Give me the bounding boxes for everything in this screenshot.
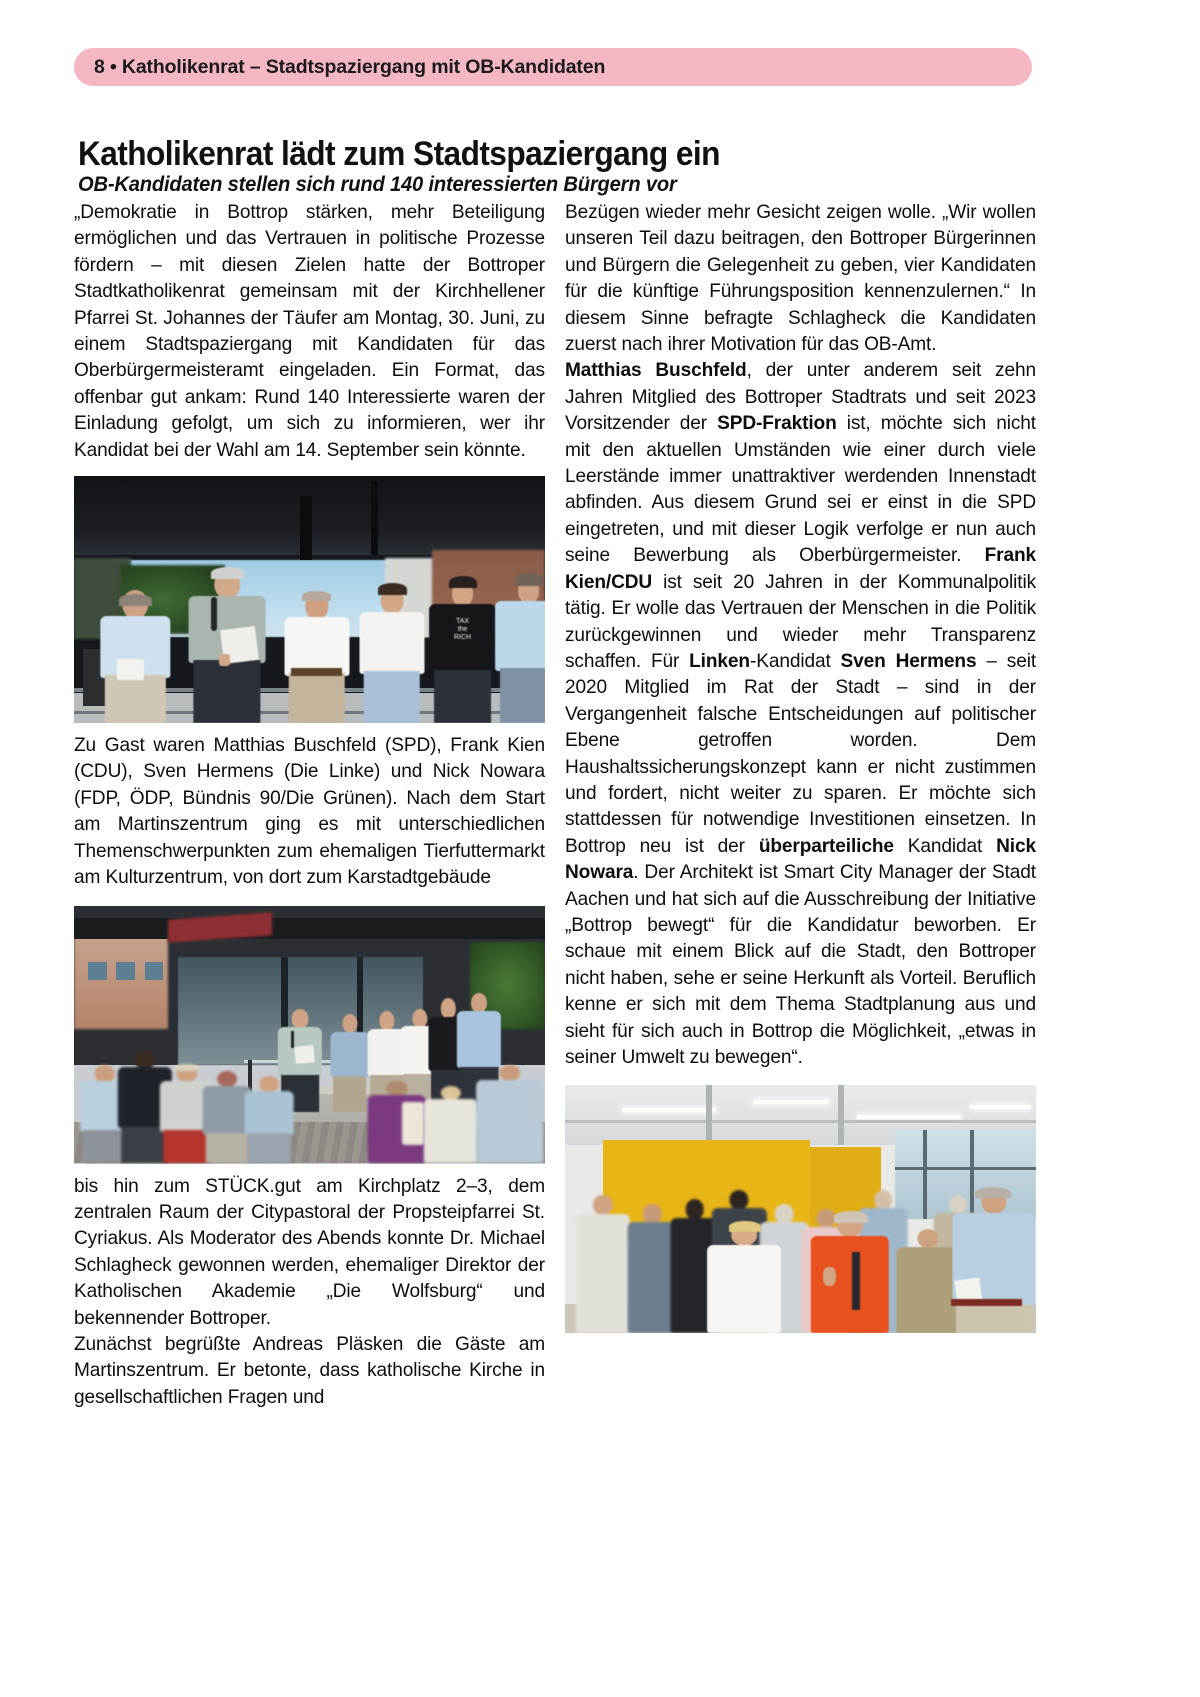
emphasis-run: Linken	[689, 650, 750, 672]
right-paragraph-2	[565, 358, 1036, 1071]
right-paragraph-1: Bezügen wieder mehr Gesicht zeigen wolle. „Wir wollen unseren Teil dazu beitragen, den Bottroper Bürgerinnen und Bürgern die Gelegenheit zu geben, vier Kandidaten für die künftige Führungsposition kennenzulernen.“ In diesem Sinne befragte Schlagheck die Kandidaten zuerst nach ihrer Motivation für das OB-Amt.	[565, 202, 1036, 356]
page-subtitle: OB-Kandidaten stellen sich rund 140 interessierten Bürgern vor	[78, 173, 677, 197]
left-paragraph-4: Zunächst begrüßte Andreas Pläsken die Gäste am Martinszentrum. Er betonte, dass katholische Kirche in gesellschaftlichen Fragen und	[74, 1333, 545, 1408]
text-run: , der unter anderem seit zehn Jahren Mitglied des Bottroper Stadtrats und seit 2023 Vorsitzender der	[565, 360, 1036, 435]
left-paragraph-3: bis hin zum STÜCK.gut am Kirchplatz 2–3, dem zentralen Raum der Citypastoral der Propsteipfarrei St. Cyriakus. Als Moderator des Abends konnte Dr. Michael Schlagheck gewonnen werden, ehemaliger Direktor der Katholischen Akademie „Die Wolfsburg“ und bekennender Bottroper.	[74, 1175, 545, 1329]
emphasis-run: Sven Hermens	[840, 650, 977, 672]
emphasis-run: SPD-Fraktion	[717, 413, 837, 435]
text-run: . Der Architekt ist Smart City Manager der Stadt Aachen und hat sich auf die Ausschreibung der Initiative „Bottrop bewegt“ für die Kandidatur beworben. Er schaue mit einem Blick auf die Stadt, den Bottroper nicht haben, sehe er seine Herkunft als Vorteil. Beruflich kenne er sich mit dem Thema Stadtplanung aus und sieht für sich auch in Bottrop die Möglichkeit, „etwas in seiner Umwelt zu bewegen“.	[565, 862, 1036, 1068]
text-run: Kandidat	[893, 835, 997, 857]
right-column	[565, 200, 1036, 1333]
left-column	[74, 200, 545, 1411]
text-run: -Kandidat	[749, 650, 841, 672]
emphasis-run: Nick Nowara	[565, 835, 1036, 884]
text-run: – seit 2020 Mitglied im Rat der Stadt – sind in der Vergangenheit falsche Entscheidungen auf politischer Ebene getroffen worden. Dem Haushaltssicherungskonzept kann er nicht zustimmen und fordert, nicht weiter zu sparen. Er möchte sich stattdessen für notwendige Investitionen einsetzen. In Bottrop neu ist der	[565, 650, 1036, 857]
left-paragraph-2: Zu Gast waren Matthias Buschfeld (SPD), Frank Kien (CDU), Sven Hermens (Die Linke) und Nick Nowara (FDP, ÖDP, Bündnis 90/Die Grünen). Nach dem Start am Martinszentrum ging es mit unterschiedlichen Themenschwerpunkten zum ehemaligen Tierfuttermarkt am Kulturzentrum, von dort zum Karstadtgebäude	[74, 735, 545, 889]
emphasis-run: überparteiliche	[758, 835, 894, 857]
emphasis-run: Frank Kien/CDU	[565, 545, 1036, 593]
running-header-text: 8 • Katholikenrat – Stadtspaziergang mit OB-Kandidaten	[94, 55, 606, 78]
candidates-on-stage-photo: TAX the RICH	[74, 476, 545, 723]
page-title: Katholikenrat lädt zum Stadtspaziergang ein	[78, 134, 720, 173]
indoor-audience-photo	[565, 1085, 1036, 1333]
crowd-at-martinszentrum-photo	[74, 906, 545, 1164]
text-run: ist, möchte sich nicht mit den aktuellen Umständen wie einer durch viele Leerstände immer unattraktiver werdenden Innenstadt abfinden. Aus diesem Grund sei er einst in die SPD eingetreten, und mit dieser Logik verfolge er nun auch seine Bewerbung als Oberbürgermeister.	[565, 413, 1036, 567]
left-paragraph-1: „Demokratie in Bottrop stärken, mehr Beteiligung ermöglichen und das Vertrauen in politische Prozesse fördern – mit diesen Zielen hatte der Bottroper Stadtkatholikenrat gemeinsam mit der Kirchhellener Pfarrei St. Johannes der Täufer am Montag, 30. Juni, zu einem Stadtspaziergang mit Kandidaten für das Oberbürgermeisteramt eingeladen. Ein Format, das offenbar gut ankam: Rund 140 Interessierte waren der Einladung gefolgt, um sich zu informieren, wer ihr Kandidat bei der Wahl am 14. September sein könnte.	[74, 202, 545, 461]
emphasis-run: Matthias Buschfeld	[565, 360, 747, 382]
running-header-bar	[74, 48, 1032, 86]
text-run: ist seit 20 Jahren in der Kommunalpolitik tätig. Er wolle das Vertrauen der Menschen in die Politik zurückgewinnen und wieder mehr Transparenz schaffen. Für	[565, 571, 1036, 672]
